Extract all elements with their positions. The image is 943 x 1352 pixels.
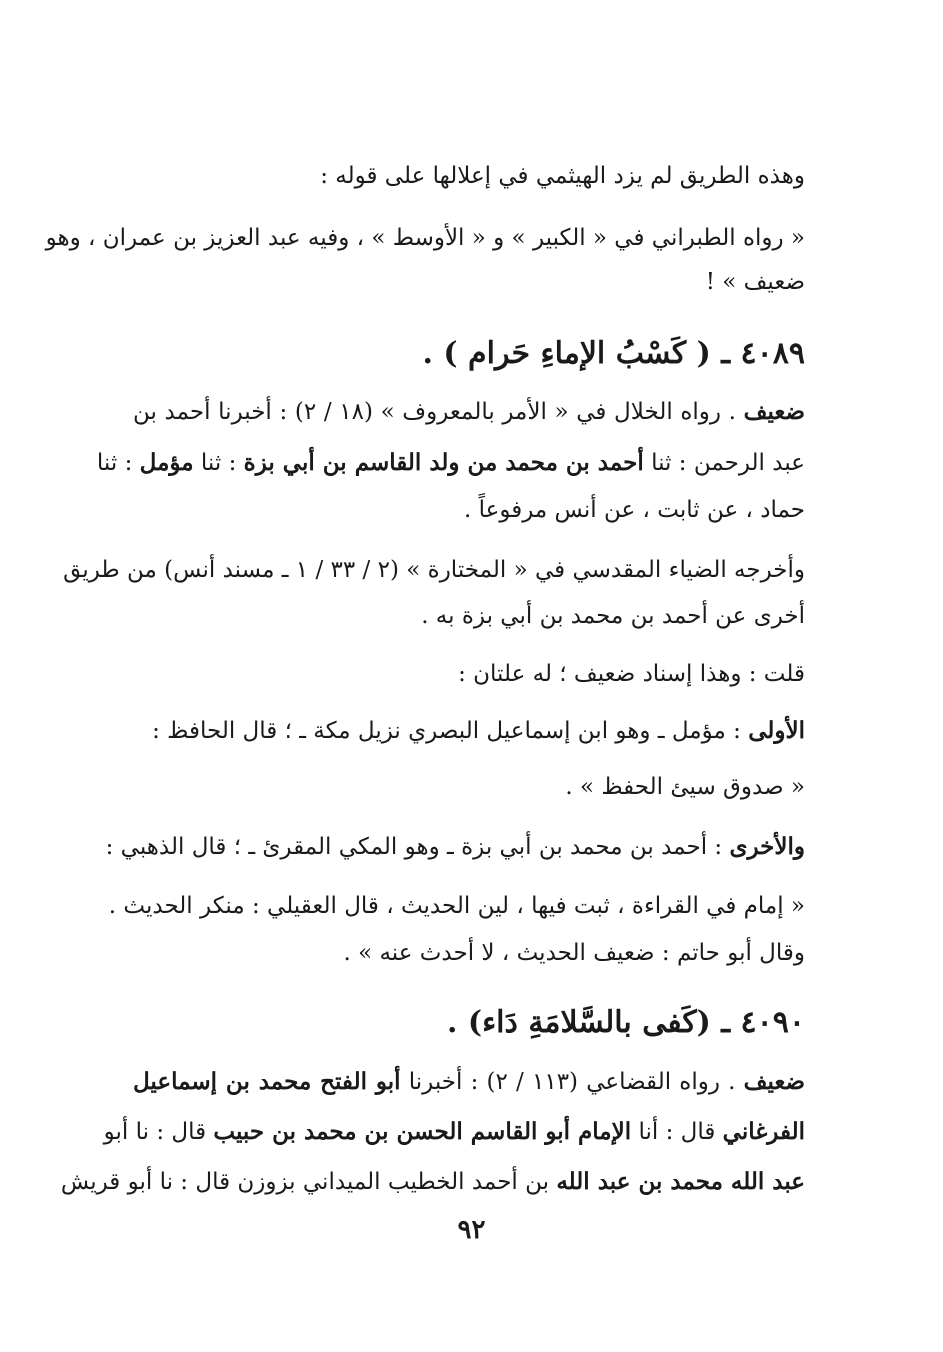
text-line-17: عبد الله محمد بن عبد الله بن أحمد الخطيب الميداني بزوزن قال : نا أبو قريش	[60, 1168, 805, 1195]
text-line-10: الأولى : مؤمل ـ وهو ابن إسماعيل البصري نزيل مكة ـ ؛ قال الحافظ :	[152, 717, 805, 744]
grading-weak: ضعيف	[743, 398, 806, 425]
second-defect-label: والأخرى	[729, 833, 805, 860]
narrator-name: مؤمل	[139, 449, 194, 476]
text-line-7: وأخرجه الضياء المقدسي في « المختارة » (٢ / ٣٣ / ١ ـ مسند أنس) من طريق	[63, 557, 805, 583]
text-line-3: ضعيف » !	[705, 269, 805, 295]
text-line-6: حماد ، عن ثابت ، عن أنس مرفوعاً .	[463, 497, 805, 523]
first-defect-label: الأولى	[748, 717, 805, 744]
text-line-11: « صدوق سيئ الحفظ » .	[565, 774, 805, 800]
text-line-5: عبد الرحمن : ثنا أحمد بن محمد من ولد القاسم بن أبي بزة : ثنا مؤمل : ثنا	[96, 449, 805, 476]
hadith-heading-4089: ٤٠٨٩ ـ ( كَسْبُ الإماءِ حَرام ) .	[422, 336, 805, 371]
text-line-1: وهذه الطريق لم يزد الهيثمي في إعلالها على قوله :	[320, 163, 805, 189]
narrator-name: الفرغاني	[722, 1118, 805, 1145]
narrator-name: أبو الفتح محمد بن إسماعيل	[133, 1068, 401, 1095]
text-line-12: والأخرى : أحمد بن محمد بن أبي بزة ـ وهو المكي المقرئ ـ ؛ قال الذهبي :	[105, 833, 805, 860]
narrator-name: أحمد بن محمد من ولد القاسم بن أبي بزة	[243, 449, 644, 476]
text-line-16: الفرغاني قال : أنا الإمام أبو القاسم الحسن بن محمد بن حبيب قال : نا أبو	[103, 1118, 805, 1145]
text-line-8: أخرى عن أحمد بن محمد بن أبي بزة به .	[421, 603, 805, 629]
text-line-2: « رواه الطبراني في « الكبير » و « الأوسط » ، وفيه عبد العزيز بن عمران ، وهو	[45, 225, 805, 251]
text-line-14: وقال أبو حاتم : ضعيف الحديث ، لا أحدث عنه » .	[343, 940, 805, 966]
page-number: ٩٢	[457, 1215, 486, 1245]
text-line-13: « إمام في القراءة ، ثبت فيها ، لين الحديث ، قال العقيلي : منكر الحديث .	[108, 893, 805, 919]
narrator-name: عبد الله محمد بن عبد الله	[556, 1168, 805, 1195]
text-line-15: ضعيف . رواه القضاعي (١١٣ / ٢) : أخبرنا أبو الفتح محمد بن إسماعيل	[133, 1068, 806, 1095]
text-line-4: ضعيف . رواه الخلال في « الأمر بالمعروف » (١٨ / ٢) : أخبرنا أحمد بن	[133, 398, 806, 425]
hadith-heading-4090: ٤٠٩٠ ـ (كَفى بالسَّلامَةِ دَاء) .	[446, 1005, 805, 1040]
narrator-name: الإمام أبو القاسم الحسن بن محمد بن حبيب	[213, 1118, 632, 1145]
grading-weak: ضعيف	[743, 1068, 806, 1095]
text-line-9: قلت : وهذا إسناد ضعيف ؛ له علتان :	[458, 661, 805, 687]
